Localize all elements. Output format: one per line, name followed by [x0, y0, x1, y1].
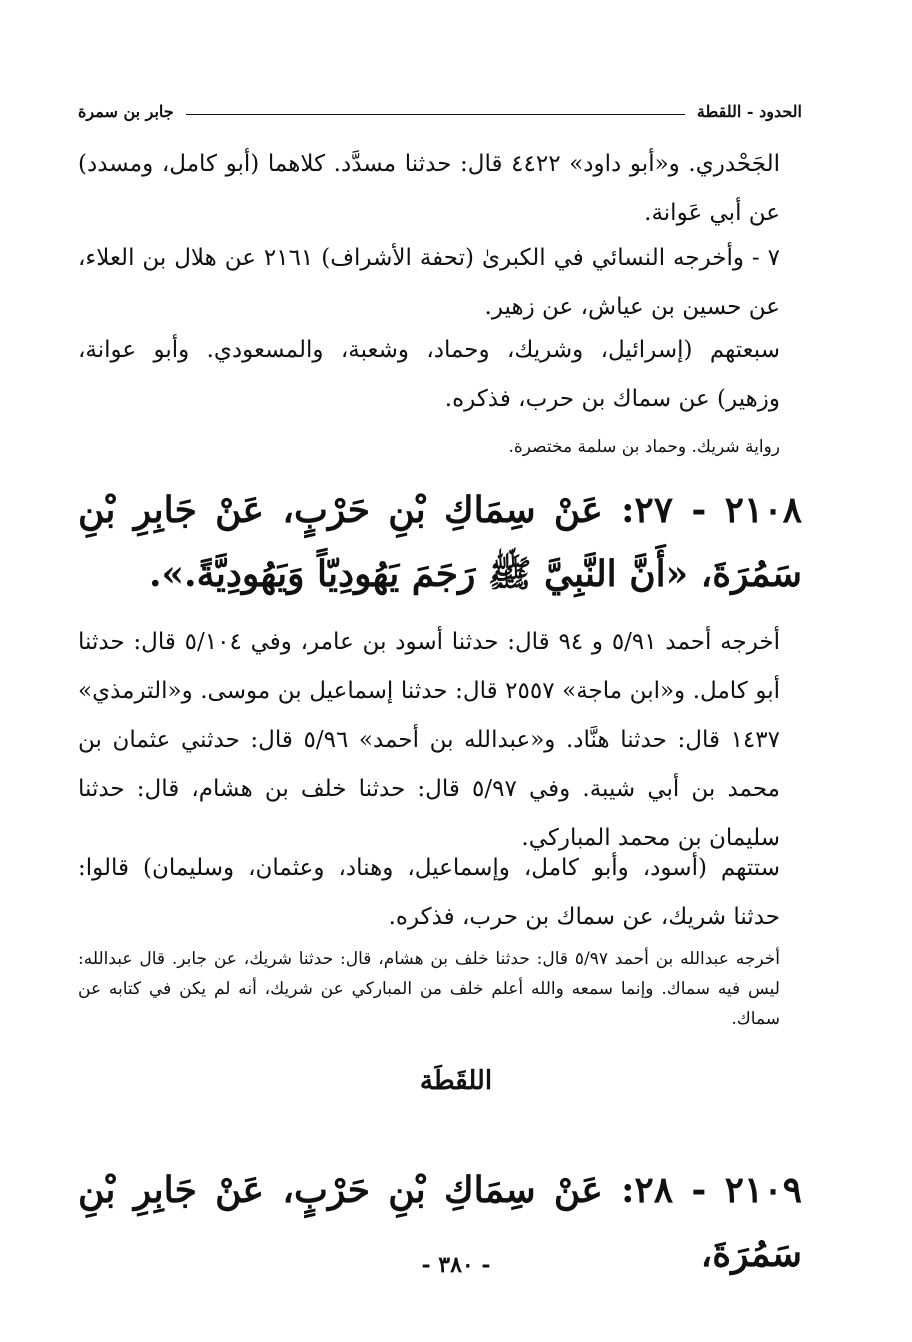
header-chapter: الحدود - اللقطة [696, 101, 802, 121]
paragraph-seven-narrators: سبعتهم (إسرائيل، وشريك، وحماد، وشعبة، والمسعودي. وأبو عوانة، وزهير) عن سماك بن حرب، فذكره. [78, 337, 780, 412]
hadith-2109: ٢١٠٩ - ٢٨: عَنْ سِمَاكِ بْنِ حَرْبٍ، عَنْ جَابِرِ بْنِ سَمُرَةَ، [78, 1169, 802, 1275]
footnote-abdullah: أخرجه عبدالله بن أحمد ٥/٩٧ قال: حدثنا خلف بن هشام، قال: حدثنا شريك، عن جابر. قال عبدالله: ليس فيه سماك. وإنما سمعه والله أعلم خلف من المباركي عن شريك، أنه لم يكن في كتابه عن سماك. [78, 949, 780, 1029]
section-heading-luqata: اللقَطَة [419, 1066, 493, 1096]
paragraph-nasai-source: ٧ - وأخرجه النسائي في الكبرىٰ (تحفة الأشراف) ٢١٦١ عن هلال بن العلاء، عن حسين بن عياش، عن زهير. [78, 245, 780, 320]
header-rule [186, 114, 685, 115]
paragraph-sources-continued: الجَحْدري. و«أبو داود» ٤٤٢٢ قال: حدثنا مسدَّد. كلاهما (أبو كامل، ومسدد) عن أبي عَوانة. [78, 151, 780, 226]
hadith-2108: ٢١٠٨ - ٢٧: عَنْ سِمَاكِ بْنِ حَرْبٍ، عَنْ جَابِرِ بْنِ سَمُرَةَ، «أَنَّ النَّبِيَّ ﷺ رَجَمَ يَهُودِيّاً وَيَهُودِيَّةً.». [78, 489, 802, 595]
header-narrator: جابر بن سمرة [78, 101, 174, 121]
footnote-sharik-hammad: رواية شريك. وحماد بن سلمة مختصرة. [508, 437, 780, 457]
running-header [78, 96, 802, 126]
paragraph-six-narrators: ستتهم (أسود، وأبو كامل، وإسماعيل، وهناد، وعثمان، وسليمان) قالوا: حدثنا شريك، عن سماك بن حرب، فذكره. [78, 855, 780, 930]
paragraph-takhrij-2108: أخرجه أحمد ٥/٩١ و ٩٤ قال: حدثنا أسود بن عامر، وفي ٥/١٠٤ قال: حدثنا أبو كامل. و«ابن ماجة» ٢٥٥٧ قال: حدثنا إسماعيل بن موسى. و«الترمذي» ١٤٣٧ قال: حدثنا هنَّاد. و«عبدالله بن أحمد» ٥/٩٦ قال: حدثني عثمان بن محمد بن أبي شيبة. وفي ٥/٩٧ قال: حدثنا خلف بن هشام، قال: حدثنا سليمان بن محمد المباركي. [78, 629, 780, 851]
page-number: - ٣٨٠ - [421, 1252, 491, 1278]
